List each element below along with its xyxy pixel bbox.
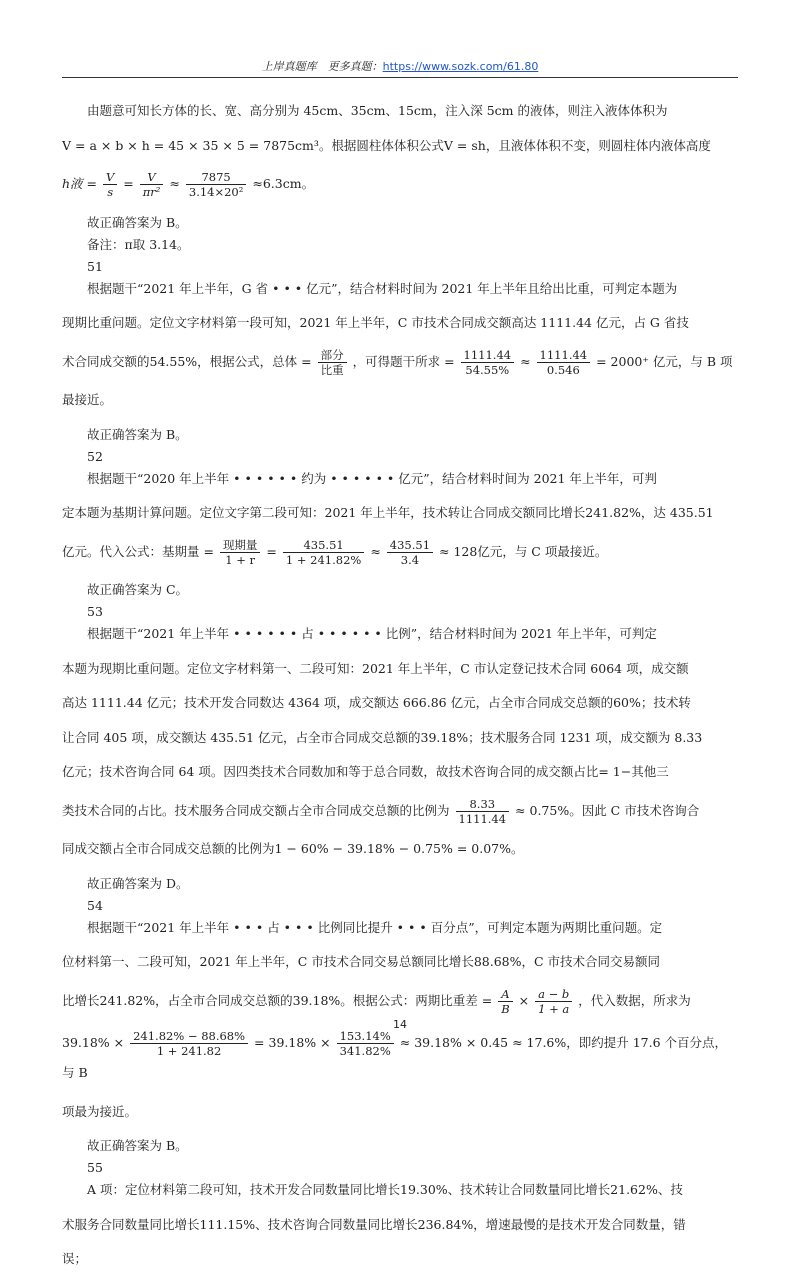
q53-frac: $\frac{8.33}{1111.44}$: [456, 797, 510, 826]
q54-line4-mid: = 39.18% ×: [254, 1035, 331, 1050]
q54-frac-d: $\frac{153.14\%}{341.82\%}$: [337, 1029, 394, 1058]
q54-line1: 根据题干“2021 年上半年 • • • 占 • • • 比例同比提升 • • • 百分点”，可判定本题为两期比重问题。定: [87, 919, 663, 935]
q54-frac-c: $\frac{241.82\% - 88.68\%}{1 + 241.82}$: [130, 1029, 248, 1058]
q53-line6-post: ≈ 0.75%。因此 C 市技术咨询合: [515, 802, 700, 818]
q55-line1: A 项：定位材料第二段可知，技术开发合同数量同比增长19.30%、技术转让合同数量同比增长21.62%、技: [87, 1182, 683, 1197]
q53-line3: 高达 1111.44 亿元；技术开发合同数达 4364 项，成交额达 666.86 亿元，占全市合同成交总额的60%；技术转: [62, 695, 691, 710]
q50-note: 备注：π取 3.14。: [87, 236, 190, 252]
q53-line5: 亿元；技术咨询合同 64 项。因四类技术合同数加和等于总合同数，故技术咨询合同的成交额占比= 1−其他三: [62, 764, 669, 779]
q52-frac-a: $\frac{\text{现期量}}{1 + r}$: [220, 538, 261, 567]
q50-eq: =: [123, 176, 134, 191]
page-number: 14: [393, 1018, 407, 1031]
q51-frac-b: $\frac{1111.44}{54.55\%}$: [461, 348, 515, 377]
q50-frac-2: $\frac{V}{\text{πr²}}$: [140, 170, 164, 199]
q54-line5: 项最为接近。: [62, 1103, 138, 1119]
header-rule: [62, 77, 738, 78]
q54-line2: 位材料第一、二段可知，2021 年上半年，C 市技术合同交易总额同比增长88.68%，C 市技术合同交易额同: [62, 954, 661, 969]
q51-number: 51: [87, 258, 103, 274]
q50-line2: V = a × b × h = 45 × 35 × 5 = 7875cm³。根据圆柱体体积公式V = sh，且液体体积不变，则圆柱体内液体高度: [62, 137, 711, 153]
page-header: [90, 58, 710, 76]
q51-result: = 2000⁺ 亿元，与 B 项: [596, 353, 733, 369]
q54-line4: [62, 1028, 738, 1088]
q52-frac-c: $\frac{435.51}{3.4}$: [387, 538, 433, 567]
q51-line3: [62, 347, 738, 377]
q51-line1: 根据题干“2021 年上半年，G 省 • • • 亿元”，结合材料时间为 2021 年上半年且给出比重，可判定本题为: [87, 280, 678, 296]
document-body: [62, 100, 738, 1283]
q51-formula-label: 术合同成交额的54.55%，根据公式，总体 =: [62, 353, 312, 369]
q52-number: 52: [87, 448, 103, 464]
q51-line2: 现期比重问题。定位文字材料第一段可知，2021 年上半年，C 市技术合同成交额高达 1111.44 亿元，占 G 省技: [62, 315, 689, 330]
q50-frac-1: $\frac{V}{s}$: [103, 170, 117, 199]
q52-result: ≈ 128亿元，与 C 项最接近。: [439, 543, 608, 559]
q55-number: 55: [87, 1160, 103, 1175]
q53-line6-pre: 类技术合同的占比。技术服务合同成交额占全市合同成交总额的比例为: [62, 802, 450, 818]
q53-line2: 本题为现期比重问题。定位文字材料第一、二段可知：2021 年上半年，C 市认定登记技术合同 6064 项，成交额: [62, 660, 689, 676]
header-label: 上岸真题库 更多真题：: [261, 60, 383, 73]
q52-line2: 定本题为基期计算问题。定位文字第二段可知：2021 年上半年，技术转让合同成交额同比增长241.82%，达 435.51: [62, 505, 714, 520]
q53-line6: [62, 796, 738, 826]
q54-answer: 故正确答案为 B。: [87, 1138, 188, 1153]
q53-line7: 同成交额占全市合同成交总额的比例为1 − 60% − 39.18% − 0.75% = 0.07%。: [62, 841, 524, 856]
q52-line1: 根据题干“2020 年上半年 • • • • • • 约为 • • • • • • 亿元”，结合材料时间为 2021 年上半年，可判: [87, 470, 657, 486]
q52-line3: [62, 537, 738, 567]
q52-formula-label: 亿元。代入公式：基期量 =: [62, 543, 214, 559]
q53-answer: 故正确答案为 D。: [87, 875, 189, 891]
q55-line3: 误；: [62, 1251, 88, 1266]
header-link[interactable]: https://www.sozk.com/61.80: [382, 60, 539, 73]
q52-eq: =: [266, 543, 277, 559]
q52-frac-b: $\frac{435.51}{1 + 241.82\%}$: [283, 538, 364, 567]
q50-result: ≈6.3cm。: [252, 176, 315, 191]
q52-answer: 故正确答案为 C。: [87, 582, 189, 597]
q54-line4-pre: 39.18% ×: [62, 1035, 125, 1050]
q54-frac-b: $\frac{a - b}{1 + a}$: [535, 987, 572, 1016]
q54-times: ×: [518, 992, 530, 1008]
q50-approx: ≈: [169, 176, 180, 191]
q55-line2: 术服务合同数量同比增长111.15%、技术咨询合同数量同比增长236.84%，增速最慢的是技术开发合同数量，错: [62, 1216, 686, 1232]
q50-line3: [62, 169, 738, 199]
q53-line4: 让合同 405 项，成交额达 435.51 亿元，占全市合同成交总额的39.18%；技术服务合同 1231 项，成交额为 8.33: [62, 729, 703, 745]
q53-line1: 根据题干“2021 年上半年 • • • • • • 占 • • • • • • 比例”，结合材料时间为 2021 年上半年，可判定: [87, 626, 657, 641]
q53-number: 53: [87, 604, 103, 619]
q54-line3-post: ，代入数据，所求为: [578, 992, 691, 1008]
q50-h-label: h液 =: [62, 176, 97, 191]
q51-frac-a: $\frac{\text{部分}}{\text{比重}}$: [318, 348, 347, 377]
q54-line3: [62, 986, 738, 1016]
q50-line1: 由题意可知长方体的长、宽、高分别为 45cm、35cm、15cm，注入深 5cm 的液体，则注入液体体积为: [87, 103, 668, 118]
q54-frac-a: $\frac{A}{B}$: [498, 987, 512, 1016]
q51-line4: 最接近。: [62, 392, 113, 407]
q51-answer: 故正确答案为 B。: [87, 426, 188, 442]
q54-formula-label: 比增长241.82%，占全市合同成交总额的39.18%。根据公式：两期比重差 =: [62, 992, 493, 1008]
q54-number: 54: [87, 897, 103, 913]
q51-approx: ≈: [520, 353, 531, 369]
q51-mid: ，可得题干所求 =: [352, 353, 455, 369]
q50-frac-3: $\frac{7875}{\text{3.14×20²}}$: [186, 170, 247, 199]
q54-line4-post: ≈ 39.18% × 0.45 ≈ 17.6%，即约提升 17.6 个百分点，与 B: [62, 1035, 728, 1080]
q51-frac-c: $\frac{1111.44}{0.546}$: [537, 348, 591, 377]
q50-answer: 故正确答案为 B。: [87, 214, 188, 230]
q52-approx: ≈: [370, 543, 381, 559]
